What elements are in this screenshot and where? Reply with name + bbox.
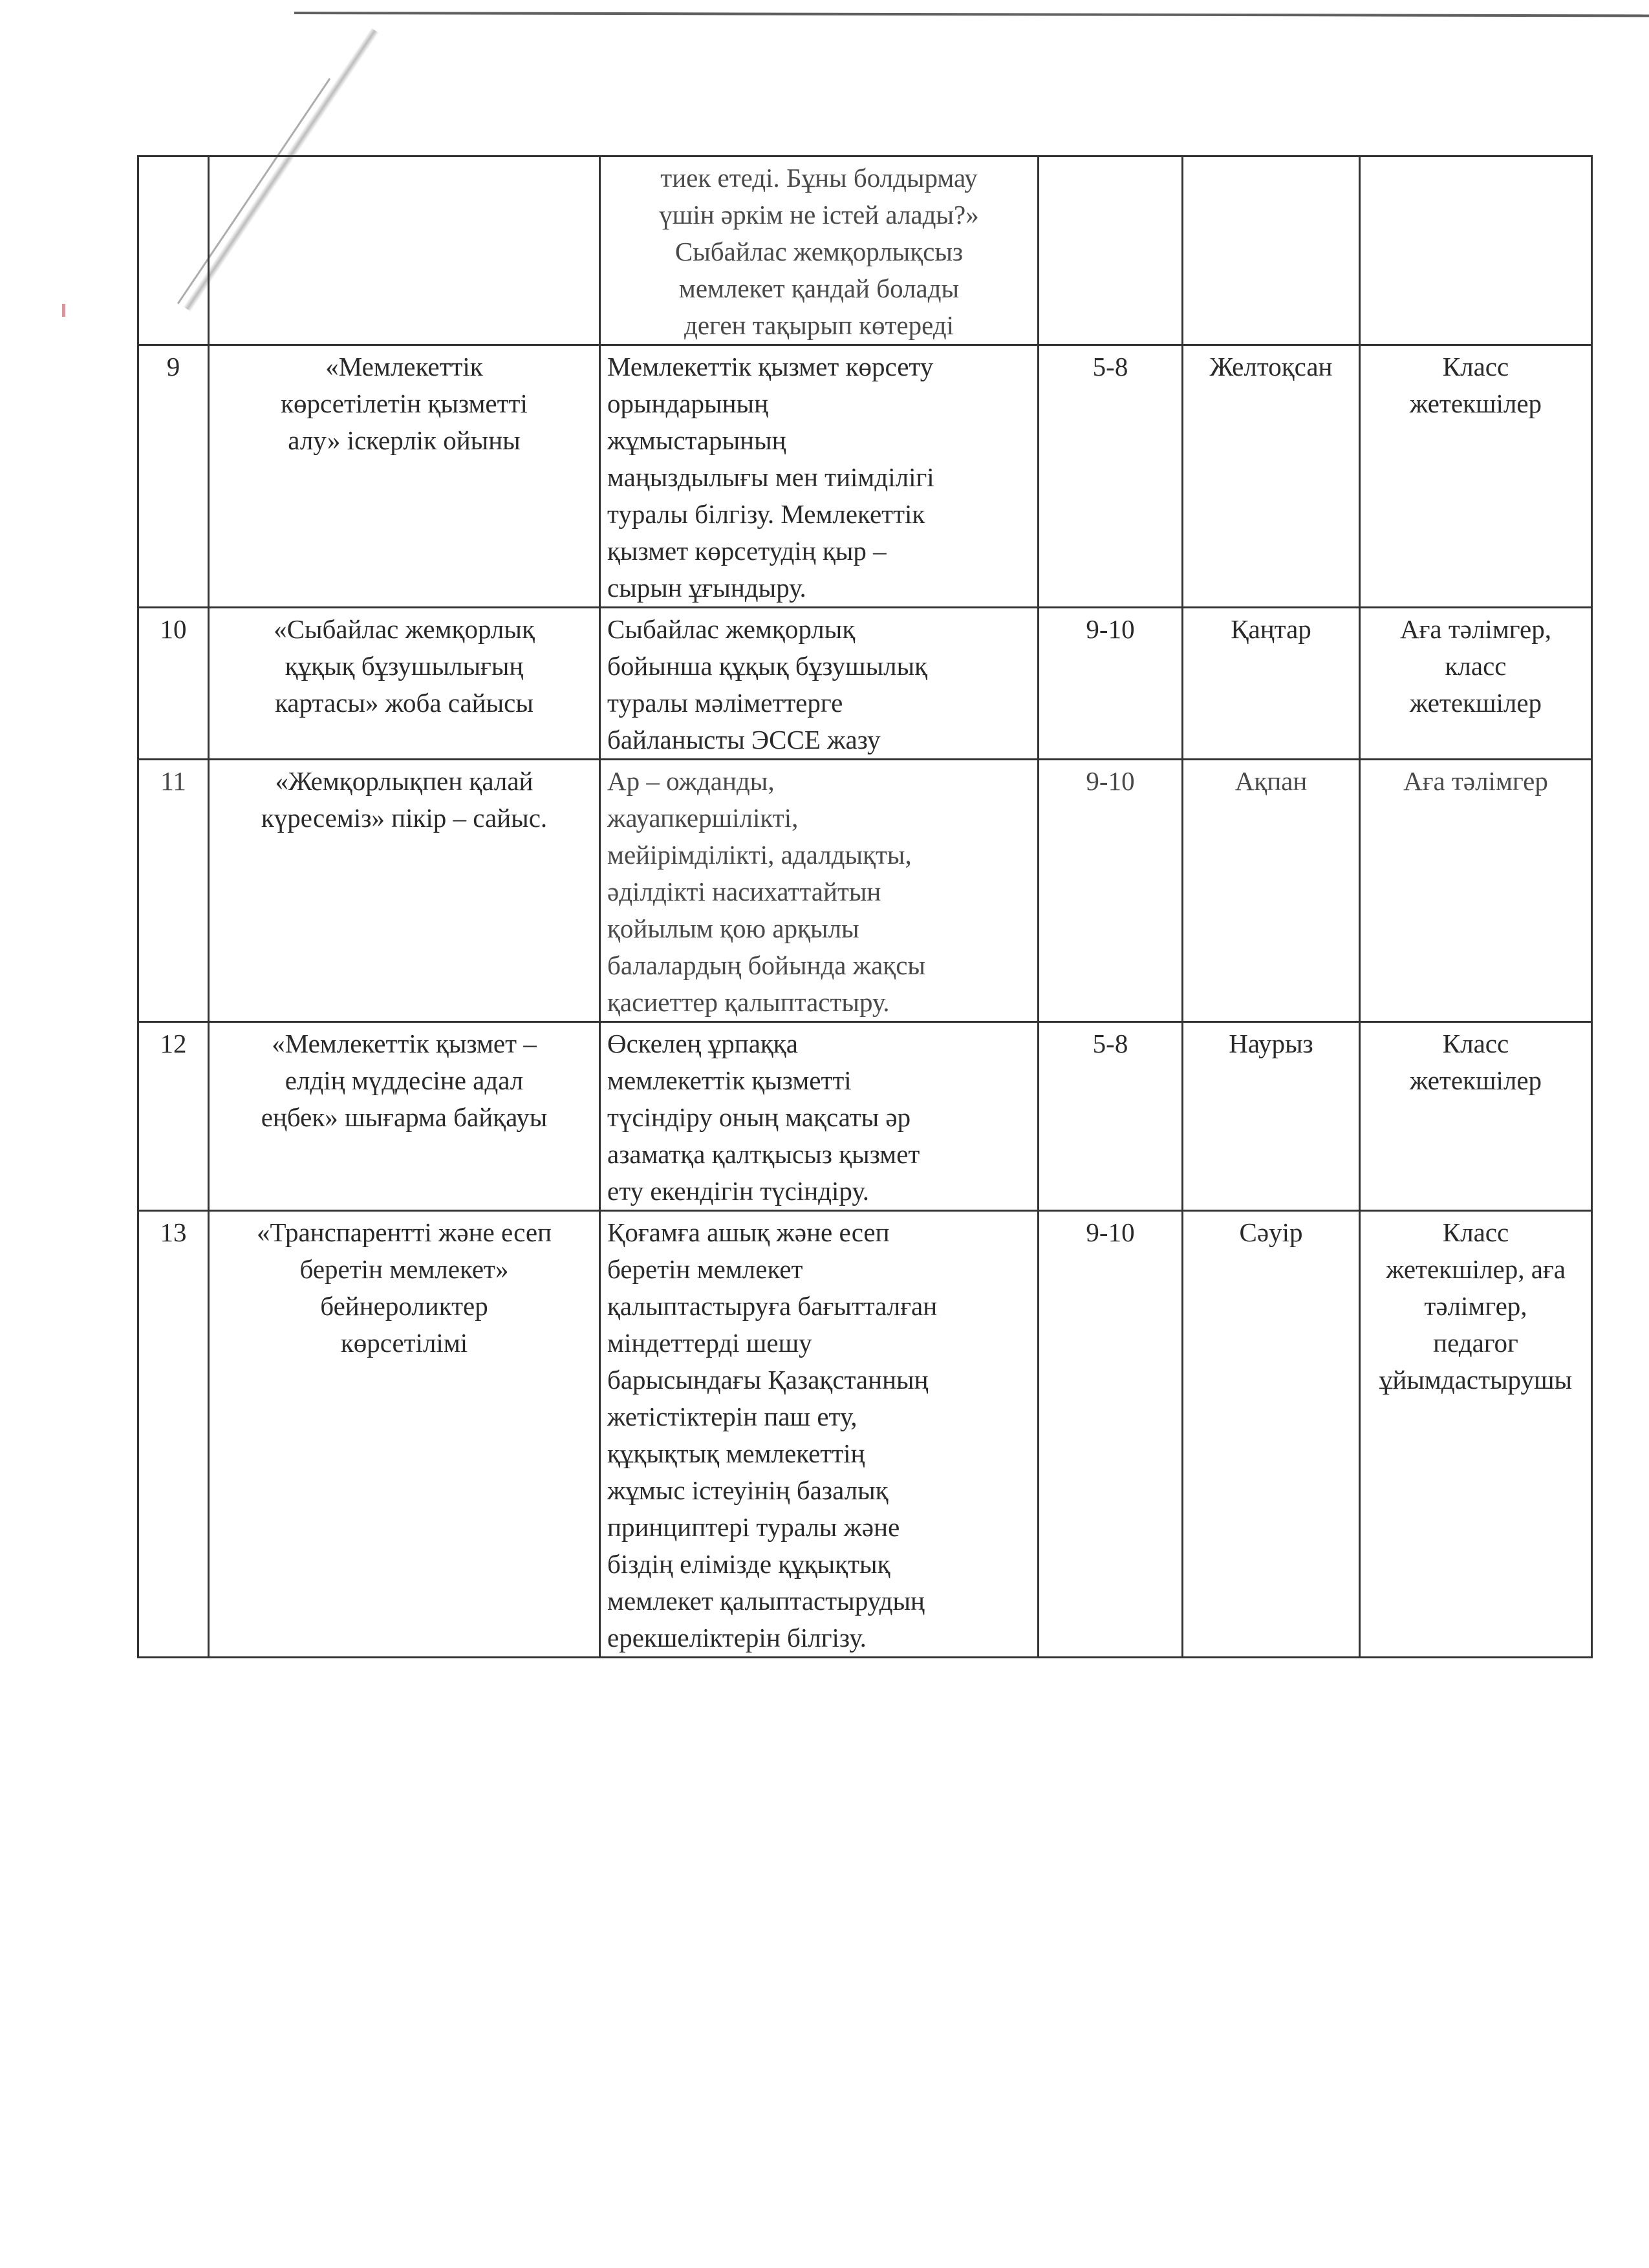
- row-number-cell: 12: [138, 1022, 209, 1211]
- event-goal-cell: Сыбайлас жемқорлық бойынша құқық бұзушылық туралы мәліметтерге байланысты ЭССЕ жазу: [600, 608, 1039, 760]
- responsible-cell: Аға тәлімгер: [1360, 760, 1592, 1022]
- grade-cell: 5-8: [1039, 1022, 1183, 1211]
- events-plan-table: [137, 155, 1593, 1658]
- month-cell: Желтоқсан: [1183, 345, 1360, 608]
- event-goal-cell: Мемлекеттік қызмет көрсету орындарының жұмыстарының маңыздылығы мен тиімділігі туралы білгізу. Мемлекеттік қызмет көрсетудің қыр – сырын ұғындыру.: [600, 345, 1039, 608]
- month-cell: [1183, 156, 1360, 345]
- row-number-cell: 11: [138, 760, 209, 1022]
- grade-cell: 5-8: [1039, 345, 1183, 608]
- table-row: [138, 1211, 1592, 1658]
- event-name-cell: «Мемлекеттік көрсетілетін қызметті алу» іскерлік ойыны: [209, 345, 600, 608]
- grade-cell: 9-10: [1039, 1211, 1183, 1658]
- event-name-cell: «Мемлекеттік қызмет – елдің мүддесіне адал еңбек» шығарма байқауы: [209, 1022, 600, 1211]
- row-number-cell: [138, 156, 209, 345]
- row-number-cell: 13: [138, 1211, 209, 1658]
- table-row: [138, 1022, 1592, 1211]
- table-row: [138, 760, 1592, 1022]
- responsible-cell: Класс жетекшілер: [1360, 1022, 1592, 1211]
- row-number-cell: 9: [138, 345, 209, 608]
- event-goal-cell: Ар – ожданды, жауапкершілікті, мейірімділікті, адалдықты, әділдікті насихаттайтын қойылым қою арқылы балалардың бойында жақсы қасиеттер қалыптастыру.: [600, 760, 1039, 1022]
- month-cell: Ақпан: [1183, 760, 1360, 1022]
- row-number-cell: 10: [138, 608, 209, 760]
- table-row: [138, 608, 1592, 760]
- grade-cell: [1039, 156, 1183, 345]
- table-row: [138, 345, 1592, 608]
- responsible-cell: Аға тәлімгер, класс жетекшілер: [1360, 608, 1592, 760]
- responsible-cell: [1360, 156, 1592, 345]
- scan-mark: [62, 304, 65, 317]
- table-row-continuation: [138, 156, 1592, 345]
- event-name-cell: [209, 156, 600, 345]
- event-goal-cell: тиек етеді. Бұны болдырмау үшін әркім не істей алады?» Сыбайлас жемқорлықсыз мемлекет қандай болады деген тақырып көтереді: [600, 156, 1039, 345]
- event-name-cell: «Жемқорлықпен қалай күресеміз» пікір – сайыс.: [209, 760, 600, 1022]
- month-cell: Сәуір: [1183, 1211, 1360, 1658]
- event-name-cell: «Транспарентті және есеп беретін мемлекет» бейнероликтер көрсетілімі: [209, 1211, 600, 1658]
- event-name-cell: «Сыбайлас жемқорлық құқық бұзушылығың картасы» жоба сайысы: [209, 608, 600, 760]
- responsible-cell: Класс жетекшілер, аға тәлімгер, педагог ұйымдастырушы: [1360, 1211, 1592, 1658]
- event-goal-cell: Өскелең ұрпаққа мемлекеттік қызметті түсіндіру оның мақсаты әр азаматқа қалтқысыз қызмет ету екендігін түсіндіру.: [600, 1022, 1039, 1211]
- responsible-cell: Класс жетекшілер: [1360, 345, 1592, 608]
- grade-cell: 9-10: [1039, 608, 1183, 760]
- scan-edge-top: [294, 12, 1649, 17]
- grade-cell: 9-10: [1039, 760, 1183, 1022]
- event-goal-cell: Қоғамға ашық және есеп беретін мемлекет қалыптастыруға бағытталған міндеттерді шешу барысындағы Қазақстанның жетістіктерін паш ету, құқықтық мемлекеттің жұмыс істеуінің базалық принциптері туралы және біздің елімізде құқықтық мемлекет қалыптастырудың ерекшеліктерін білгізу.: [600, 1211, 1039, 1658]
- month-cell: Қаңтар: [1183, 608, 1360, 760]
- month-cell: Наурыз: [1183, 1022, 1360, 1211]
